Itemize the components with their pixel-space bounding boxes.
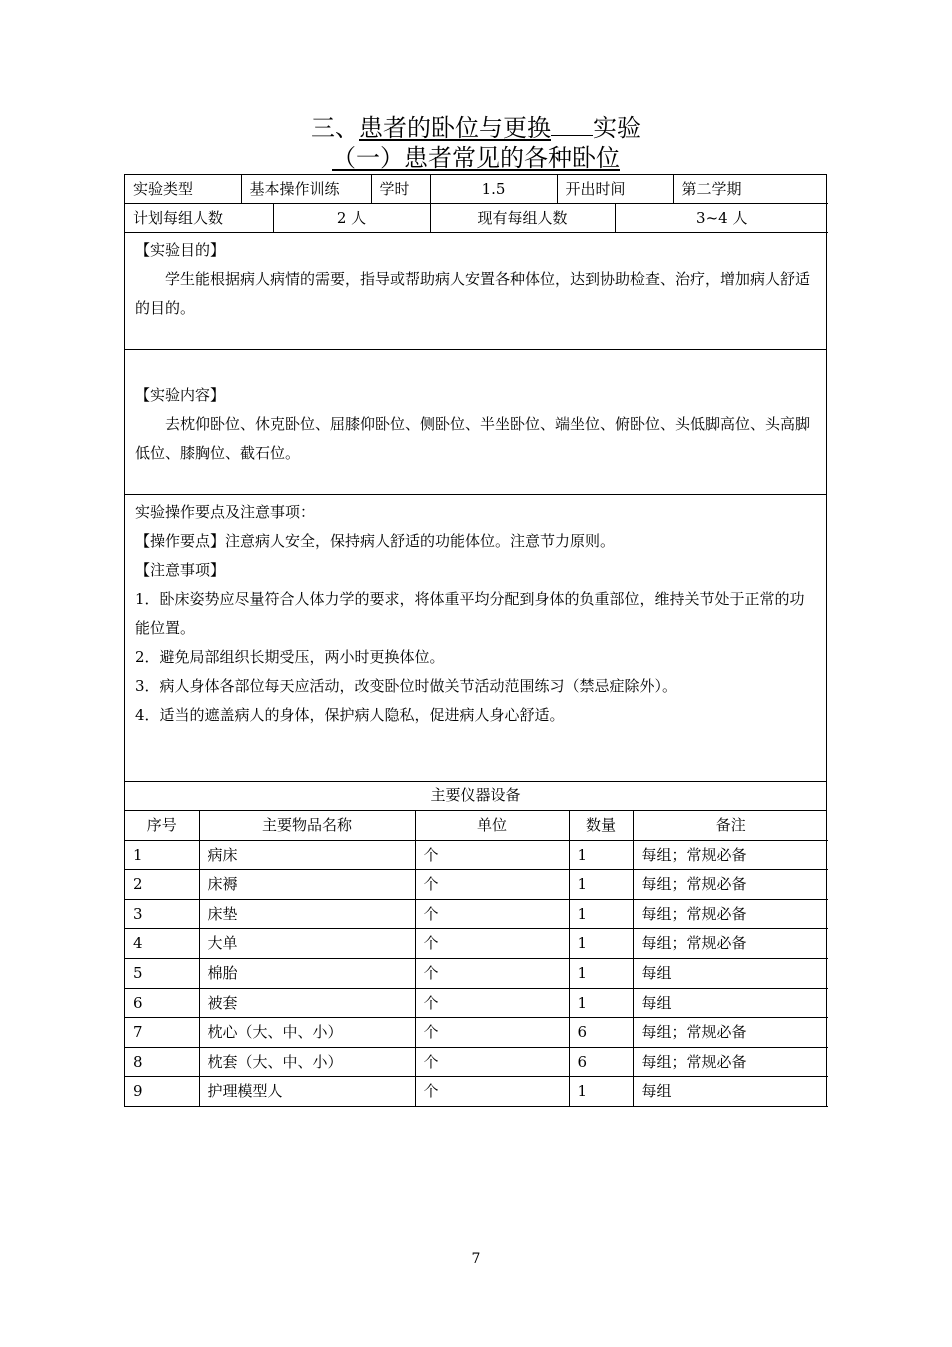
cell-qty: 1 — [569, 958, 633, 988]
experiment-info-table — [124, 174, 827, 233]
title-gap — [551, 117, 593, 136]
equipment-table — [124, 781, 827, 1107]
cell-index: 5 — [125, 958, 199, 988]
notes-section — [124, 494, 827, 782]
subtitle-text: （一）患者常见的各种卧位 — [332, 144, 620, 172]
hours-value: 1.5 — [430, 175, 557, 204]
caution-item: 3．病人身体各部位每天应活动，改变卧位时做关节活动范围练习（禁忌症除外）。 — [135, 677, 678, 695]
cell-remark: 每组；常规必备 — [633, 1018, 828, 1048]
purpose-text: 学生能根据病人病情的需要，指导或帮助病人安置各种体位，达到协助检查、治疗，增加病人舒适的目的。 — [135, 270, 811, 317]
cell-unit: 个 — [415, 1077, 569, 1107]
cell-name: 床褥 — [199, 870, 415, 900]
cell-name: 护理模型人 — [199, 1077, 415, 1107]
plan-label: 计划每组人数 — [125, 204, 273, 233]
purpose-heading: 【实验目的】 — [135, 241, 226, 259]
cell-qty: 6 — [569, 1047, 633, 1077]
cell-qty: 1 — [569, 1077, 633, 1107]
cell-qty: 1 — [569, 840, 633, 870]
equipment-caption: 主要仪器设备 — [125, 781, 826, 811]
column-header: 单位 — [415, 811, 569, 840]
type-label: 实验类型 — [125, 175, 241, 204]
column-header: 备注 — [633, 811, 828, 840]
page-title — [0, 114, 952, 142]
caution-item: 1．卧床姿势应尽量符合人体力学的要求，将体重平均分配到身体的负重部位，维持关节处于正常的功能位置。 — [135, 590, 805, 637]
title-prefix: 三、 — [311, 114, 359, 142]
table-row — [125, 1077, 828, 1107]
notes-intro: 实验操作要点及注意事项： — [135, 503, 316, 521]
cell-remark: 每组 — [633, 958, 828, 988]
cell-qty: 1 — [569, 899, 633, 929]
cell-index: 8 — [125, 1047, 199, 1077]
cell-name: 棉胎 — [199, 958, 415, 988]
cautions-heading: 【注意事项】 — [135, 561, 226, 579]
cell-index: 1 — [125, 840, 199, 870]
table-row — [125, 988, 828, 1018]
cell-unit: 个 — [415, 1047, 569, 1077]
cell-remark: 每组 — [633, 988, 828, 1018]
cell-index: 3 — [125, 899, 199, 929]
cell-name: 大单 — [199, 929, 415, 959]
cell-remark: 每组；常规必备 — [633, 1047, 828, 1077]
column-header: 序号 — [125, 811, 199, 840]
type-value: 基本操作训练 — [241, 175, 371, 204]
content-text: 去枕仰卧位、休克卧位、屈膝仰卧位、侧卧位、半坐卧位、端坐位、俯卧位、头低脚高位、头高脚低位、膝胸位、截石位。 — [135, 415, 811, 462]
info-row-2 — [125, 204, 828, 233]
info-row-1 — [125, 175, 828, 204]
caution-item: 4．适当的遮盖病人的身体，保护病人隐私，促进病人身心舒适。 — [135, 706, 565, 724]
cell-unit: 个 — [415, 958, 569, 988]
title-underlined: 患者的卧位与更换 — [359, 114, 551, 142]
table-row — [125, 929, 828, 959]
time-label: 开出时间 — [557, 175, 673, 204]
hours-label: 学时 — [371, 175, 430, 204]
cell-qty: 1 — [569, 988, 633, 1018]
page-subtitle — [0, 144, 952, 172]
equipment-header-row — [125, 811, 828, 840]
cell-qty: 1 — [569, 929, 633, 959]
cell-index: 2 — [125, 870, 199, 900]
title-suffix: 实验 — [593, 114, 641, 142]
purpose-section — [124, 232, 827, 350]
cell-index: 4 — [125, 929, 199, 959]
cell-unit: 个 — [415, 988, 569, 1018]
cell-unit: 个 — [415, 840, 569, 870]
cell-index: 6 — [125, 988, 199, 1018]
cell-unit: 个 — [415, 870, 569, 900]
column-header: 数量 — [569, 811, 633, 840]
content-section — [124, 349, 827, 495]
cell-remark: 每组；常规必备 — [633, 899, 828, 929]
cell-unit: 个 — [415, 929, 569, 959]
cell-unit: 个 — [415, 1018, 569, 1048]
cell-name: 枕套（大、中、小） — [199, 1047, 415, 1077]
table-row — [125, 870, 828, 900]
table-row — [125, 1047, 828, 1077]
content-heading: 【实验内容】 — [135, 386, 226, 404]
table-row — [125, 840, 828, 870]
cell-name: 床垫 — [199, 899, 415, 929]
cell-index: 7 — [125, 1018, 199, 1048]
cell-qty: 6 — [569, 1018, 633, 1048]
cell-remark: 每组；常规必备 — [633, 870, 828, 900]
current-label: 现有每组人数 — [430, 204, 615, 233]
cell-qty: 1 — [569, 870, 633, 900]
cell-name: 病床 — [199, 840, 415, 870]
key-points: 【操作要点】注意病人安全，保持病人舒适的功能体位。注意节力原则。 — [135, 532, 616, 550]
cell-remark: 每组 — [633, 1077, 828, 1107]
cell-name: 枕心（大、中、小） — [199, 1018, 415, 1048]
cell-remark: 每组；常规必备 — [633, 840, 828, 870]
column-header: 主要物品名称 — [199, 811, 415, 840]
table-row — [125, 899, 828, 929]
page-number: 7 — [471, 1251, 481, 1267]
cell-unit: 个 — [415, 899, 569, 929]
table-row — [125, 1018, 828, 1048]
current-value: 3~4 人 — [615, 204, 828, 233]
cell-index: 9 — [125, 1077, 199, 1107]
time-value: 第二学期 — [673, 175, 828, 204]
table-row — [125, 958, 828, 988]
plan-value: 2 人 — [273, 204, 430, 233]
cell-remark: 每组；常规必备 — [633, 929, 828, 959]
cell-name: 被套 — [199, 988, 415, 1018]
caution-item: 2．避免局部组织长期受压，两小时更换体位。 — [135, 648, 445, 666]
